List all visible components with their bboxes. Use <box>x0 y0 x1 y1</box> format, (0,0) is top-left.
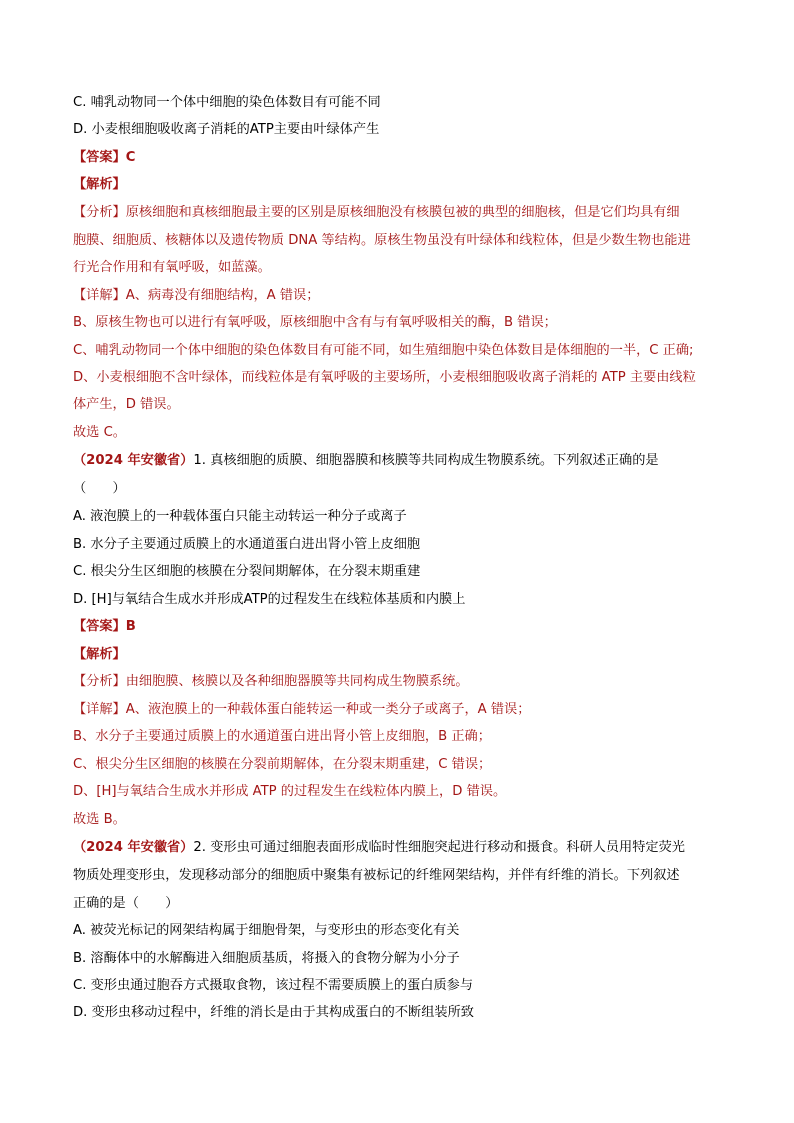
question-stem-bracket: （ ） <box>73 481 126 496</box>
question-stem: 正确的是（ ） <box>73 896 179 911</box>
analysis-heading: 【解析】 <box>73 647 126 662</box>
option-d: D. 小麦根细胞吸收离子消耗的ATP主要由叶绿体产生 <box>73 122 380 137</box>
option-c: C. 哺乳动物同一个体中细胞的染色体数目有可能不同 <box>73 95 381 110</box>
fenxi-line: 【分析】由细胞膜、核膜以及各种细胞器膜等共同构成生物膜系统。 <box>73 674 469 689</box>
stem-text: 2. 变形虫可通过细胞表面形成临时性细胞突起进行移动和摄食。科研人员用特定荧光 <box>193 840 685 855</box>
analysis-heading: 【解析】 <box>73 177 126 192</box>
option-a: A. 液泡膜上的一种载体蛋白只能主动转运一种分子或离子 <box>73 509 407 524</box>
xiangjie-line: D、[H]与氧结合生成水并形成 ATP 的过程发生在线粒体内膜上，D 错误。 <box>73 784 507 799</box>
answer: 【答案】B <box>73 619 136 634</box>
source-tag: （2024 年安徽省） <box>73 453 194 468</box>
option-a: A. 被荧光标记的网架结构属于细胞骨架，与变形虫的形态变化有关 <box>73 923 460 938</box>
option-c: C. 根尖分生区细胞的核膜在分裂间期解体，在分裂末期重建 <box>73 564 421 579</box>
question-stem <box>73 838 723 858</box>
fenxi-line: 【分析】原核细胞和真核细胞最主要的区别是原核细胞没有核膜包被的典型的细胞核，但是它们均具有细 <box>73 205 680 220</box>
xiangjie-line: C、哺乳动物同一个体中细胞的染色体数目有可能不同，如生殖细胞中染色体数目是体细胞的一半，C 正确; <box>73 343 694 358</box>
xiangjie-line: 【详解】A、病毒没有细胞结构，A 错误； <box>73 288 320 303</box>
option-b: B. 水分子主要通过质膜上的水通道蛋白进出肾小管上皮细胞 <box>73 537 421 552</box>
question-stem: 物质处理变形虫，发现移动部分的细胞质中聚集有被标记的纤维网架结构，并伴有纤维的消长。下列叙述 <box>73 868 680 883</box>
option-d: D. [H]与氧结合生成水并形成ATP的过程发生在线粒体基质和内膜上 <box>73 592 466 607</box>
option-d: D. 变形虫移动过程中，纤维的消长是由于其构成蛋白的不断组装所致 <box>73 1005 474 1020</box>
xiangjie-line: 【详解】A、液泡膜上的一种载体蛋白能转运一种或一类分子或离子，A 错误； <box>73 702 531 717</box>
conclusion: 故选 B。 <box>73 812 126 827</box>
stem-text: 1. 真核细胞的质膜、细胞器膜和核膜等共同构成生物膜系统。下列叙述正确的是 <box>193 453 659 468</box>
option-c: C. 变形虫通过胞吞方式摄取食物，该过程不需要质膜上的蛋白质参与 <box>73 978 474 993</box>
option-b: B. 溶酶体中的水解酶进入细胞质基质，将摄入的食物分解为小分子 <box>73 951 460 966</box>
fenxi-line: 胞膜、细胞质、核糖体以及遗传物质 DNA 等结构。原核生物虽没有叶绿体和线粒体，但是少数生物也能进 <box>73 233 691 248</box>
fenxi-line: 行光合作用和有氧呼吸，如蓝藻。 <box>73 260 271 275</box>
conclusion: 故选 C。 <box>73 425 126 440</box>
xiangjie-line: 体产生，D 错误。 <box>73 397 180 412</box>
xiangjie-line: C、根尖分生区细胞的核膜在分裂前期解体，在分裂末期重建，C 错误； <box>73 757 492 772</box>
source-tag: （2024 年安徽省） <box>73 840 194 855</box>
question-stem <box>73 451 723 471</box>
xiangjie-line: B、水分子主要通过质膜上的水通道蛋白进出肾小管上皮细胞，B 正确； <box>73 729 491 744</box>
xiangjie-line: B、原核生物也可以进行有氧呼吸，原核细胞中含有与有氧呼吸相关的酶，B 错误； <box>73 315 557 330</box>
xiangjie-line: D、小麦根细胞不含叶绿体，而线粒体是有氧呼吸的主要场所，小麦根细胞吸收离子消耗的 ATP 主要由线粒 <box>73 370 696 385</box>
answer: 【答案】C <box>73 150 136 165</box>
